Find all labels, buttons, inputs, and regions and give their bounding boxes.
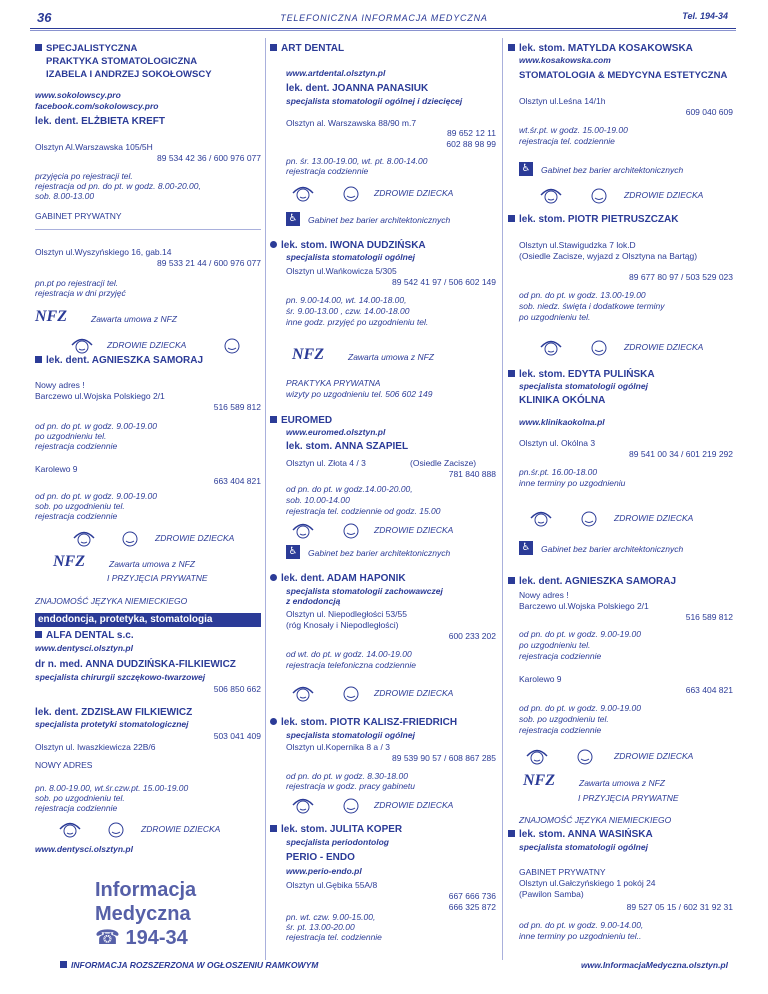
listing-title: lek. stom. EDYTA PULIŃSKA [508,370,655,380]
language-note: ZNAJOMOŚĆ JĘZYKA NIEMIECKIEGO [35,596,188,606]
hours: po uzgodnieniu tel. [519,312,591,322]
specialty: specjalista periodontolog [286,837,389,847]
hours: od pn. do pt. w godz. 13.00-19.00 [519,290,646,300]
footer-website[interactable]: www.InformacjaMedyczna.olsztyn.pl [580,960,728,970]
clinic-name: KLINIKA OKÓLNA [519,395,606,406]
zdrowie-dziecka-badge: ZDROWIE DZIECKA [524,745,744,767]
hours: po uzgodnieniu tel. [35,431,107,441]
address: (Osiedle Zacisze, wyjazd z Olsztyna na Bartąg) [519,251,698,261]
listing-title: lek. stom. IWONA DUDZIŃSKA [270,241,426,251]
hours: pn. 8.00-19.00, wt.śr.czw.pt. 15.00-19.00 [35,783,189,793]
phone: 663 404 821 [685,685,733,695]
website-link[interactable]: www.perio-endo.pl [286,866,362,876]
bullet-square-icon [60,961,67,968]
private-practice: GABINET PRYWATNY [35,211,122,221]
hours: rejestracja w dni przyjęć [35,288,126,298]
address: Olsztyn ul.Wyszyńskiego 16, gab.14 [35,247,172,257]
hours: wt.śr.pt. w godz. 15.00-19.00 [519,125,628,135]
hours: sob. po uzgodnieniu tel. [519,714,609,724]
website-link[interactable]: www.sokolowscy.pro [35,90,121,100]
phone: 516 589 812 [685,612,733,622]
listing-title: SPECJALISTYCZNA [35,44,137,54]
hours: pn. 9.00-14.00, wt. 14.00-18.00, [286,295,407,305]
address: (Pawilon Samba) [519,889,584,899]
address: Olsztyn ul.Stawigudzka 7 lok.D [519,240,636,250]
hours: od pn. do pt. w godz. 9.00-14.00, [519,920,644,930]
bullet-square-icon [35,356,42,363]
bullet-square-icon [508,370,515,377]
private-practice: PRAKTYKA PRYWATNA [286,378,381,388]
estate-name: (Osiedle Zacisze) [410,458,477,468]
zdrowie-dziecka-badge: ZDROWIE DZIECKA [57,818,277,840]
hours: inne godz. przyjęć po uzgodnieniu tel. [286,317,429,327]
address: Olsztyn ul.Kopernika 8 a / 3 [286,742,390,752]
child-face-icon [338,184,364,202]
hours: rejestracja codziennie [35,511,118,521]
child-face-icon [71,529,97,547]
address: Olsztyn ul. Niepodległości 53/55 [286,609,407,619]
bullet-square-icon [270,416,277,423]
listing-title: lek. stom. ANNA WASIŃSKA [508,830,653,840]
hours: pn. śr. 13.00-19.00, wt. pt. 8.00-14.00 [286,156,428,166]
brand-informacja: Informacja [95,879,197,901]
website-link[interactable]: www.dentysci.olsztyn.pl [35,643,133,653]
hours: rejestracja codziennie [35,441,118,451]
child-face-icon [290,796,316,814]
notice: Nowy adres ! [519,590,569,600]
address: Karolewo 9 [519,674,562,684]
bullet-square-icon [270,44,277,51]
zdrowie-dziecka-badge: ZDROWIE DZIECKA [290,519,510,541]
wheelchair-icon: ♿ [286,545,300,559]
phone: 666 325 872 [448,902,496,912]
wheelchair-icon: ♿ [519,541,533,555]
listing-title: IZABELA I ANDRZEJ SOKOŁOWSCY [46,69,212,80]
page-header [0,10,768,24]
bullet-square-icon [508,830,515,837]
hours: od wt. do pt. w godz. 14.00-19.00 [286,649,412,659]
phone: 89 533 21 44 / 600 976 077 [157,258,261,268]
child-face-icon [586,338,612,356]
bullet-square-icon [508,44,515,51]
wheelchair-icon: ♿ [286,212,300,226]
child-face-icon [524,747,550,765]
child-face-icon [576,509,602,527]
address: Olsztyn al. Warszawska 88/90 m.7 [286,118,417,128]
listing-title: lek. dent. AGNIESZKA SAMORAJ [508,577,676,587]
private-visits: I PRZYJĘCIA PRYWATNE [107,573,208,583]
phone: 663 404 821 [213,476,261,486]
address: Karolewo 9 [35,464,78,474]
website-link[interactable]: www.dentysci.olsztyn.pl [35,844,133,854]
private-practice: GABINET PRYWATNY [519,867,606,877]
specialty: specjalista stomatologii zachowawczej [286,586,443,596]
nfz-logo-icon: NFZ [35,308,67,325]
header-rule-thin [30,30,736,31]
listing-title: lek. dent. ADAM HAPONIK [270,574,406,584]
bullet-square-icon [35,44,42,51]
nfz-contract: NFZ Zawarta umowa z NFZ [523,772,665,789]
phone: 89 652 12 11 [447,128,496,138]
nfz-contract: NFZ Zawarta umowa z NFZ [53,553,195,570]
notice: Nowy adres ! [35,380,85,390]
bullet-dot-icon [270,574,277,581]
phone: 602 88 98 99 [446,139,496,149]
child-face-icon [538,338,564,356]
listing-title: ALFA DENTAL s.c. [35,631,134,641]
specialty: z endodoncją [286,596,341,606]
language-note: ZNAJOMOŚĆ JĘZYKA NIEMIECKIEGO [519,815,672,825]
hours: sob. 8.00-13.00 [35,191,95,201]
hours: sob. po uzgodnieniu tel. [35,501,125,511]
address: Olsztyn Al.Warszawska 105/5H [35,142,153,152]
hours: od pn. do pt. w godz.14.00-20.00, [286,484,413,494]
address: Olsztyn ul.Gałczyńskiego 1 pokój 24 [519,878,656,888]
child-face-icon [572,747,598,765]
bullet-square-icon [508,577,515,584]
child-face-icon [338,796,364,814]
specialty: specjalista stomatologii ogólnej [286,730,415,740]
clinic-name: PERIO - ENDO [286,852,355,863]
specialty: specjalista chirurgii szczękowo-twarzowej [35,672,206,682]
phone: 89 541 00 34 / 601 219 292 [629,449,733,459]
phone: 506 850 662 [213,684,261,694]
category-bar: endodoncja, protetyka, stomatologia [35,613,261,627]
zdrowie-dziecka-badge: ZDROWIE DZIECKA [538,336,758,358]
address: Olsztyn ul. Iwaszkiewicza 22B/6 [35,742,156,752]
address: (róg Knosały i Niepodległości) [286,620,399,630]
nfz-logo-icon: NFZ [292,346,324,363]
nfz-logo-icon: NFZ [53,553,85,570]
child-face-icon [586,186,612,204]
hours: pn. wt. czw. 9.00-15.00, [286,912,376,922]
listing-title: lek. stom. PIOTR KALISZ-FRIEDRICH [270,718,457,728]
child-face-icon [219,336,245,354]
doctor-name: lek. dent. ZDZISŁAW FILKIEWICZ [35,707,193,718]
hours: pn.pt po rejestracji tel. [35,278,119,288]
specialty: specjalista stomatologii ogólnej [519,381,648,391]
bullet-dot-icon [270,241,277,248]
website-link[interactable]: www.kosakowska.com [519,55,611,65]
address: Barczewo ul.Wojska Polskiego 2/1 [35,391,165,401]
hours: rejestracja tel. codziennie [519,136,615,146]
nfz-contract: NFZ Zawarta umowa z NFZ [292,346,434,363]
nfz-logo-icon: NFZ [523,772,555,789]
phone: 89 539 90 57 / 608 867 285 [392,753,496,763]
header-tel: Tel. 194-34 [682,11,728,21]
child-face-icon [528,509,554,527]
new-address-note: NOWY ADRES [35,760,93,770]
zdrowie-dziecka-badge: ZDROWIE DZIECKA [538,184,758,206]
phone: 609 040 609 [685,107,733,117]
hours: rejestracja od pn. do pt. w godz. 8.00-20.00, [35,181,201,191]
hours: rejestracja codziennie [519,725,602,735]
header-title: TELEFONICZNA INFORMACJA MEDYCZNA [280,13,488,23]
facebook-link[interactable]: facebook.com/sokolowscy.pro [35,101,159,111]
phone: 89 534 42 36 / 600 976 077 [157,153,261,163]
address: Olsztyn ul. Okólna 3 [519,438,596,448]
specialty: specjalista stomatologii ogólnej [286,252,415,262]
hours: od pn. do pt. w godz. 9.00-19.00 [35,421,157,431]
child-face-icon [538,186,564,204]
zdrowie-dziecka-badge: ZDROWIE DZIECKA [71,527,291,549]
hours: pn.śr.pt. 16.00-18.00 [519,467,598,477]
child-face-icon [57,820,83,838]
listing-title: lek. dent. AGNIESZKA SAMORAJ [35,356,203,366]
website-link[interactable]: www.artdental.olsztyn.pl [286,68,386,78]
phone: 89 677 80 97 / 503 529 023 [629,272,733,282]
bullet-square-icon [35,631,42,638]
zdrowie-dziecka-badge: ZDROWIE DZIECKA [290,182,510,204]
listing-title: ART DENTAL [270,44,344,54]
bullet-square-icon [508,215,515,222]
hours: przyjęcia po rejestracji tel. [35,171,133,181]
hours: rejestracja tel. codziennie od godz. 15.00 [286,506,441,516]
hours: od pn. do pt. w godz. 9.00-19.00 [519,629,641,639]
child-face-icon [338,684,364,702]
zdrowie-dziecka-badge: ZDROWIE DZIECKA [69,334,289,356]
hours: sob. 10.00-14.00 [286,495,350,505]
hours: rejestracja w godz. pracy gabinetu [286,781,415,791]
listing-title: PRAKTYKA STOMATOLOGICZNA [46,56,198,67]
brand-medyczna: Medyczna [95,903,191,925]
website-link[interactable]: www.klinikaokolna.pl [519,417,605,427]
listing-title: EUROMED [270,416,332,426]
hours: śr. 9.00-13.00 , czw. 14.00-18.00 [286,306,410,316]
hours: od pn. do pt. w godz. 8.30-18.00 [286,771,408,781]
child-face-icon [290,184,316,202]
nfz-contract: NFZ Zawarta umowa z NFZ [35,308,177,325]
address: Olsztyn ul. Złota 4 / 3 [286,458,366,468]
brand-phone: ☎ 194-34 [95,927,188,949]
hours: po uzgodnieniu tel. [519,640,591,650]
bullet-dot-icon [270,718,277,725]
phone: 781 840 888 [448,469,496,479]
child-face-icon [290,521,316,539]
child-face-icon [338,521,364,539]
clinic-subtitle: STOMATOLOGIA & MEDYCYNA ESTETYCZNA [519,70,728,81]
phone: 516 589 812 [213,402,261,412]
hours: inne terminy po uzgodnieniu [519,478,626,488]
hours: rejestracja codziennie [35,803,118,813]
listing-title: lek. stom. MATYLDA KOSAKOWSKA [508,44,693,54]
doctor-name: lek. stom. ANNA SZAPIEL [286,441,409,452]
visits-note: wizyty po uzgodnieniu tel. 506 602 149 [286,389,433,399]
child-face-icon [103,820,129,838]
zdrowie-dziecka-badge: ZDROWIE DZIECKA [528,507,748,529]
phone: 89 542 41 97 / 506 602 149 [392,277,496,287]
doctor-name: lek. dent. JOANNA PANASIUK [286,83,429,94]
doctor-name: lek. dent. ELŻBIETA KREFT [35,116,166,127]
hours: śr. pt. 13.00-20.00 [286,922,355,932]
divider [35,229,261,230]
hours: od pn. do pt. w godz. 9.00-19.00 [35,491,157,501]
phone: 600 233 202 [448,631,496,641]
phone: 503 041 409 [213,731,261,741]
footer-note: INFORMACJA ROZSZERZONA W OGŁOSZENIU RAMKOWYM [60,960,318,970]
specialty: specjalista stomatologii ogólnej i dziecięcej [286,96,463,106]
hours: sob. po uzgodnieniu tel. [35,793,125,803]
specialty: specjalista protetyki stomatologicznej [35,719,189,729]
hours: inne terminy po uzgodnieniu tel.. [519,931,642,941]
listing-title: lek. stom. JULITA KOPER [270,825,402,835]
address: Olsztyn ul.Gębika 55A/8 [286,880,378,890]
listing-title: lek. stom. PIOTR PIETRUSZCZAK [508,215,678,225]
column-divider [502,38,503,960]
hours: rejestracja codziennie [286,166,369,176]
specialty: specjalista stomatologii ogólnej [519,842,648,852]
hours: od pn. do pt. w godz. 9.00-19.00 [519,703,641,713]
child-face-icon [69,336,95,354]
header-rule [30,28,736,29]
hours: sob. niedz. święta i dodatkowe terminy [519,301,665,311]
zdrowie-dziecka-badge: ZDROWIE DZIECKA [290,794,510,816]
wheelchair-icon: ♿ [519,162,533,176]
hours: rejestracja telefoniczna codziennie [286,660,416,670]
child-face-icon [290,684,316,702]
hours: rejestracja codziennie [519,651,602,661]
address: Barczewo ul.Wojska Polskiego 2/1 [519,601,649,611]
doctor-name: dr n. med. ANNA DUDZIŃSKA-FILKIEWICZ [35,659,236,670]
private-visits: I PRZYJĘCIA PRYWATNE [578,793,679,803]
zdrowie-dziecka-badge: ZDROWIE DZIECKA [290,682,510,704]
hours: rejestracja tel. codziennie [286,932,382,942]
phone: 89 527 05 15 / 602 31 92 31 [626,902,733,912]
phone: 667 666 736 [448,891,496,901]
bullet-square-icon [270,825,277,832]
page-number: 36 [37,10,52,25]
address: Olsztyn ul.Leśna 14/1h [519,96,606,106]
website-link[interactable]: www.euromed.olsztyn.pl [286,427,386,437]
child-face-icon [117,529,143,547]
address: Olsztyn ul.Wańkowicza 5/305 [286,266,397,276]
